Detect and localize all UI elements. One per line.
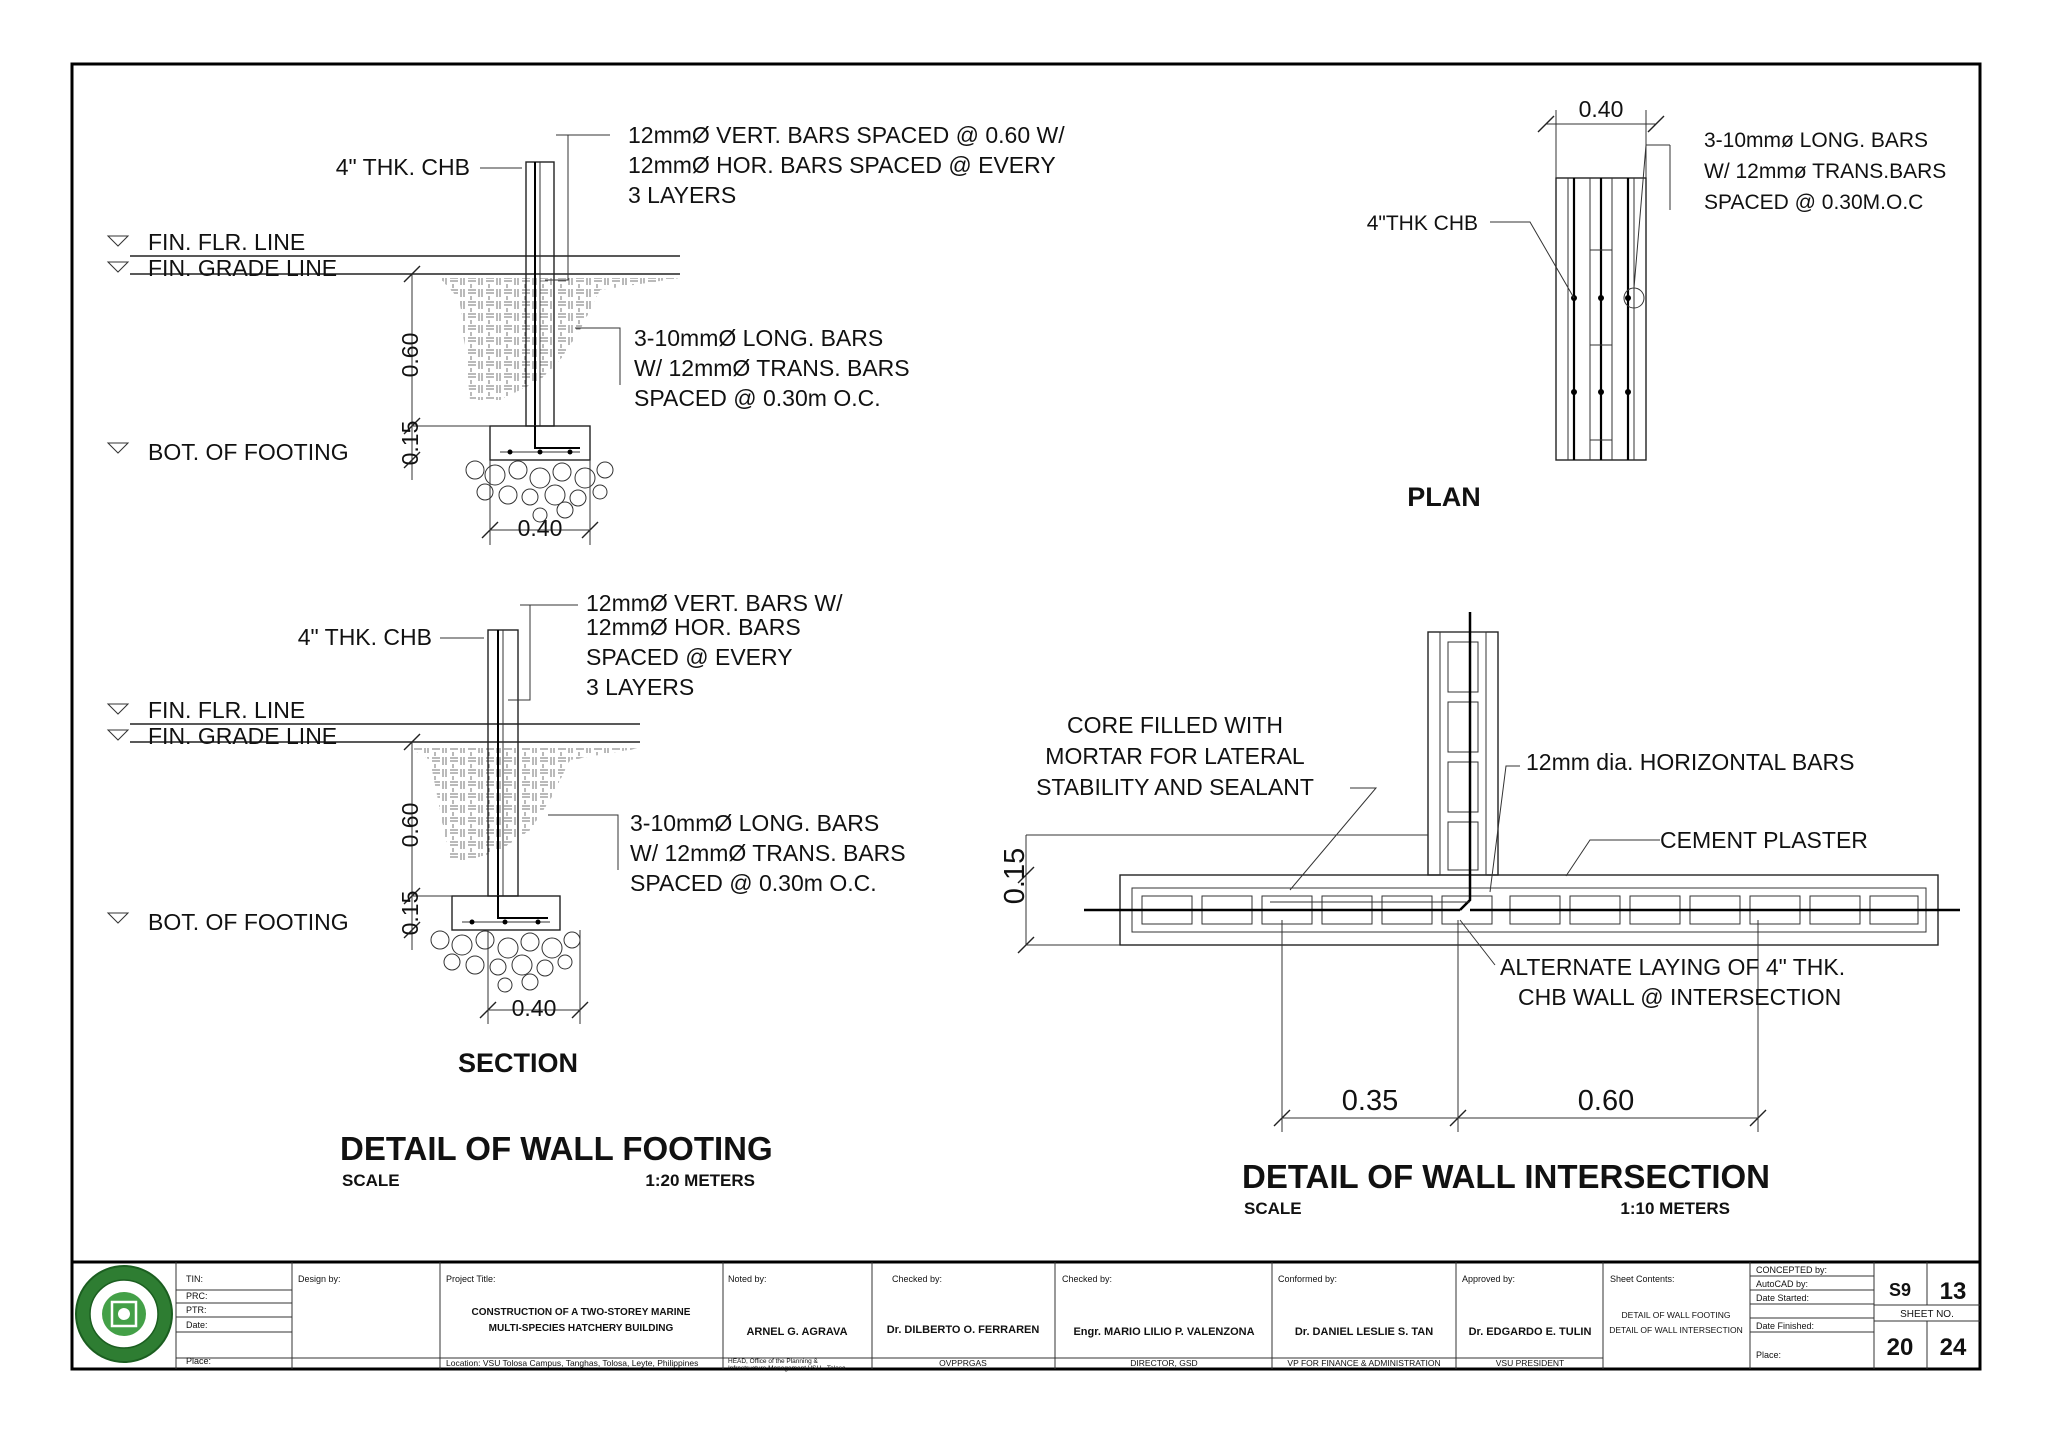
sheet-code: S9 <box>1888 1280 1912 1300</box>
noted-by-name: ARNEL G. AGRAVA <box>746 1326 848 1338</box>
wall-footing-section-2 <box>108 590 906 1078</box>
project-title-label: Project Title: <box>446 1274 496 1284</box>
place-2-label: Place: <box>1756 1350 1782 1360</box>
project-title-line-2: MULTI-SPECIES HATCHERY BUILDING <box>488 1323 674 1334</box>
concepted-by-label: CONCEPTED by: <box>1756 1265 1828 1275</box>
checked-by-2-name: Engr. MARIO LILIO P. VALENZONA <box>1073 1326 1255 1338</box>
date-label: Date: <box>186 1320 208 1330</box>
plan-chb-label: 4"THK CHB <box>1366 212 1478 235</box>
core-line-3: STABILITY AND SEALANT <box>1036 774 1314 800</box>
ptr-label: PTR: <box>186 1305 207 1315</box>
long-bars-line-3: SPACED @ 0.30m O.C. <box>634 385 881 411</box>
fin-flr-line-2: FIN. FLR. LINE <box>148 697 306 723</box>
intersection-scale-label: SCALE <box>1244 1199 1302 1218</box>
alternate-line-2: CHB WALL @ INTERSECTION <box>1518 984 1842 1010</box>
approved-by-name: Dr. EDGARDO E. TULIN <box>1468 1326 1592 1338</box>
checked-by-1-role: OVPPRGAS <box>939 1358 987 1368</box>
fin-grade-line-2: FIN. GRADE LINE <box>148 723 338 749</box>
core-line-1: CORE FILLED WITH <box>1067 712 1283 738</box>
dim-width: 0.40 <box>517 515 563 541</box>
conformed-by-role: VP FOR FINANCE & ADMINISTRATION <box>1287 1358 1441 1368</box>
sheet-number: 13 <box>1939 1278 1967 1305</box>
dim-width-2: 0.40 <box>511 995 557 1021</box>
cement-plaster-label: CEMENT PLASTER <box>1660 827 1868 853</box>
plan-bars-line-2: W/ 12mmø TRANS.BARS <box>1704 160 1947 183</box>
dim-height: 0.60 <box>397 332 423 378</box>
vert-bars2-line-3: SPACED @ EVERY <box>586 644 793 670</box>
dim-footing: 0.15 <box>397 420 423 466</box>
footing-scale-label: SCALE <box>342 1171 400 1190</box>
footing-scale-value: 1:20 METERS <box>645 1171 755 1190</box>
sheet-contents-label: Sheet Contents: <box>1610 1274 1675 1284</box>
long-bars-line-1: 3-10mmØ LONG. BARS <box>634 325 884 351</box>
vert-bars-line-3: 3 LAYERS <box>628 182 737 208</box>
intersection-dim-right: 0.60 <box>1577 1085 1635 1117</box>
design-by-label: Design by: <box>298 1274 341 1284</box>
sheet-total: 24 <box>1939 1334 1967 1361</box>
plan-dim-width: 0.40 <box>1578 96 1624 122</box>
date-started-label: Date Started: <box>1756 1293 1810 1303</box>
plan-view <box>1367 96 1947 512</box>
plan-caption: PLAN <box>1407 482 1481 512</box>
section-caption: SECTION <box>457 1048 579 1078</box>
prc-label: PRC: <box>186 1291 208 1301</box>
place-label: Place: <box>186 1356 212 1366</box>
vert-bars-line-2: 12mmØ HOR. BARS SPACED @ EVERY <box>628 152 1056 178</box>
sheet-contents-line-2: DETAIL OF WALL INTERSECTION <box>1609 1325 1743 1335</box>
long-bars-line-2: W/ 12mmØ TRANS. BARS <box>634 355 910 381</box>
bot-of-footing-2: BOT. OF FOOTING <box>148 909 349 935</box>
wall-intersection-detail <box>999 612 1960 1218</box>
footing-title: DETAIL OF WALL FOOTING <box>340 1130 773 1167</box>
plan-bars-line-3: SPACED @ 0.30M.O.C <box>1704 191 1924 214</box>
conformed-by-label: Conformed by: <box>1278 1274 1338 1284</box>
university-seal-icon <box>76 1266 172 1362</box>
fin-flr-line: FIN. FLR. LINE <box>148 229 306 255</box>
checked-by-1-name: Dr. DILBERTO O. FERRAREN <box>886 1324 1040 1336</box>
date-finished-label: Date Finished: <box>1756 1321 1815 1331</box>
tin-label: TIN: <box>186 1274 203 1284</box>
alternate-line-1: ALTERNATE LAYING OF 4" THK. <box>1500 954 1846 980</box>
wall-footing-title <box>340 1130 773 1190</box>
intersection-dim-thk: 0.15 <box>999 847 1031 905</box>
wall-label: 4" THK. CHB <box>335 154 470 180</box>
noted-by-label: Noted by: <box>728 1274 767 1284</box>
vert-bars2-line-1: 12mmØ VERT. BARS W/ <box>586 590 843 616</box>
checked-by-1-label: Checked by: <box>892 1274 943 1284</box>
dim-height-2: 0.60 <box>397 802 423 848</box>
long-bars2-line-2: W/ 12mmØ TRANS. BARS <box>630 840 906 866</box>
fin-grade-line: FIN. GRADE LINE <box>148 255 338 281</box>
dim-footing-2: 0.15 <box>397 890 423 936</box>
checked-by-2-role: DIRECTOR, GSD <box>1130 1358 1198 1368</box>
bot-of-footing: BOT. OF FOOTING <box>148 439 349 465</box>
checked-by-2-label: Checked by: <box>1062 1274 1113 1284</box>
vert-bars-line-1: 12mmØ VERT. BARS SPACED @ 0.60 W/ <box>628 122 1065 148</box>
vert-bars2-line-2: 12mmØ HOR. BARS <box>586 614 801 640</box>
horizontal-bars-label: 12mm dia. HORIZONTAL BARS <box>1526 749 1855 775</box>
sheet-contents-line-1: DETAIL OF WALL FOOTING <box>1621 1310 1731 1320</box>
long-bars2-line-1: 3-10mmØ LONG. BARS <box>630 810 880 836</box>
vert-bars2-line-4: 3 LAYERS <box>586 674 695 700</box>
plan-bars-line-1: 3-10mmø LONG. BARS <box>1704 129 1929 152</box>
autocad-by-label: AutoCAD by: <box>1756 1279 1809 1289</box>
sheet-no-label: SHEET NO. <box>1900 1309 1954 1320</box>
sheet-index: 20 <box>1886 1334 1914 1361</box>
project-title-line-1: CONSTRUCTION OF A TWO-STOREY MARINE <box>471 1307 691 1318</box>
intersection-title: DETAIL OF WALL INTERSECTION <box>1242 1158 1770 1195</box>
title-block <box>76 1262 1980 1372</box>
core-line-2: MORTAR FOR LATERAL <box>1045 743 1305 769</box>
noted-by-role-2: Infrastructure Management VSU - Tolosa <box>728 1365 846 1372</box>
approved-by-label: Approved by: <box>1462 1274 1516 1284</box>
conformed-by-name: Dr. DANIEL LESLIE S. TAN <box>1294 1326 1434 1338</box>
intersection-scale-value: 1:10 METERS <box>1620 1199 1730 1218</box>
long-bars2-line-3: SPACED @ 0.30m O.C. <box>630 870 877 896</box>
approved-by-role: VSU PRESIDENT <box>1495 1358 1565 1368</box>
wall-label-2: 4" THK. CHB <box>297 624 432 650</box>
wall-footing-section-1 <box>108 122 1065 545</box>
project-location: Location: VSU Tolosa Campus, Tanghas, Tolosa, Leyte, Philippines <box>446 1358 699 1368</box>
noted-by-role-1: HEAD, Office of the Planning & <box>728 1358 818 1365</box>
intersection-dim-left: 0.35 <box>1341 1085 1399 1117</box>
